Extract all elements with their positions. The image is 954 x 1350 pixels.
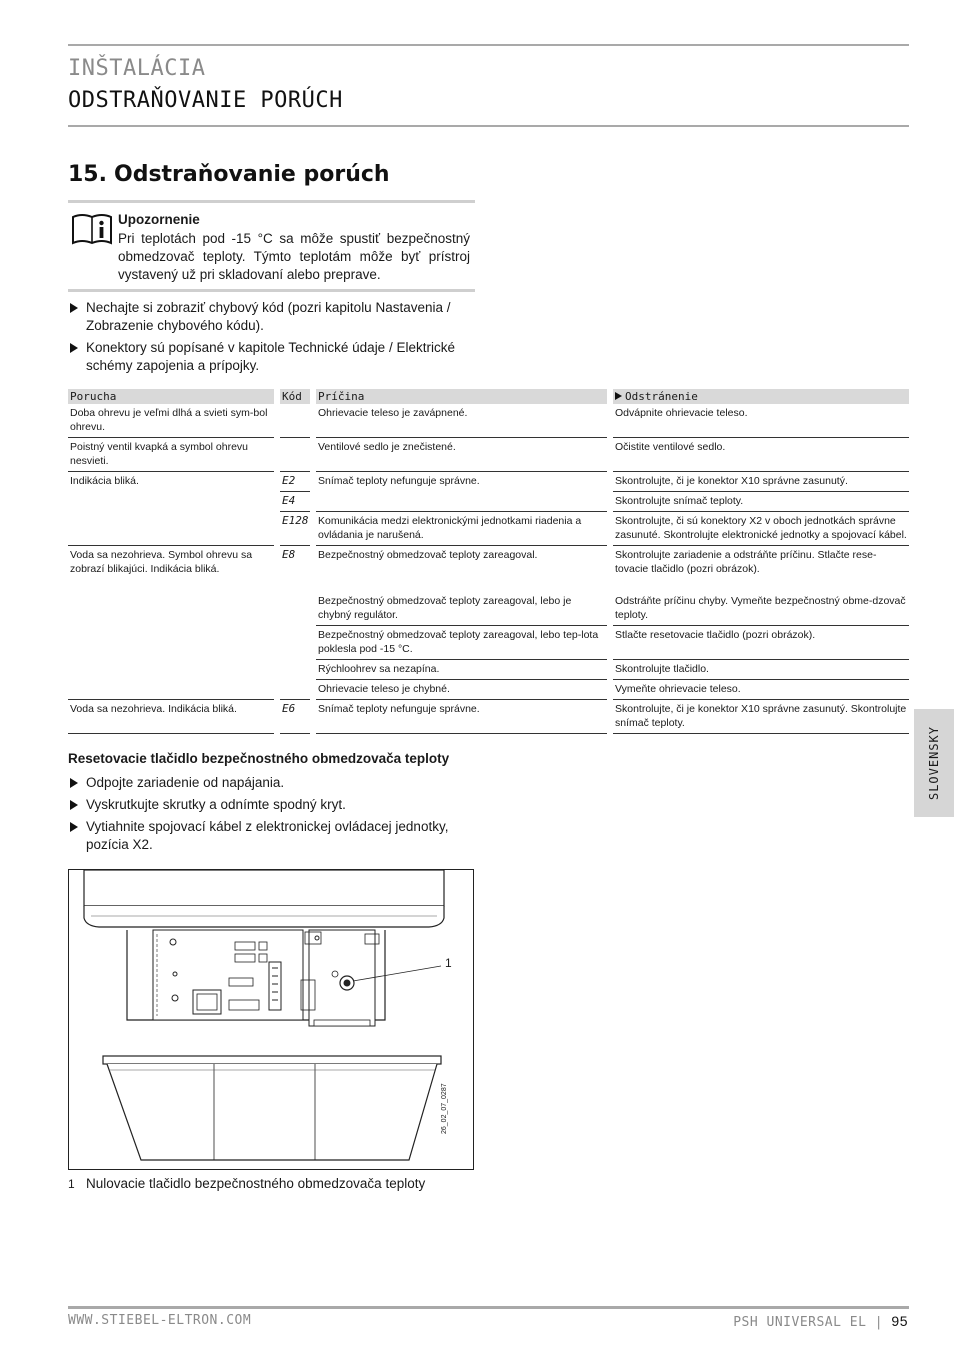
fault-table: [68, 389, 909, 734]
footer-url: WWW.STIEBEL-ELTRON.COM: [68, 1313, 252, 1328]
cell-fault: Voda sa nezohrieva. Symbol ohrevu sa zobrazí blikajúci. Indikácia bliká.: [68, 546, 274, 700]
arrow-right-icon: [70, 303, 78, 313]
cell-remedy: Odstráňte príčinu chyby. Vymeňte bezpečnostný obme-dzovač teploty.: [613, 592, 909, 626]
cell-code: [280, 438, 310, 472]
arrow-right-icon: [615, 392, 622, 400]
notice-text: Pri teplotách pod -15 °C sa môže spustiť bezpečnostný obmedzovač teploty. Týmto teplotám môže byť prístroj vystavený už pri skladovaní alebo preprave.: [118, 231, 470, 282]
arrow-right-icon: [70, 343, 78, 353]
cell-cause: Rýchloohrev sa nezapína.: [316, 660, 607, 680]
cell-fault: Doba ohrevu je veľmi dlhá a svieti sym-bol ohrevu.: [68, 404, 274, 438]
cell-remedy: Očistite ventilové sedlo.: [613, 438, 909, 472]
cell-cause: Bezpečnostný obmedzovač teploty zareagoval.: [318, 549, 538, 561]
callout-label: 1: [445, 956, 452, 970]
info-book-icon: [71, 213, 113, 245]
cell-fault: Poistný ventil kvapká a symbol ohrevu nesvieti.: [68, 438, 274, 472]
col-header-cause: Príčina: [316, 389, 607, 404]
notice-box: [68, 200, 475, 292]
language-tab: SLOVENSKY: [914, 709, 954, 817]
step-item: Vyskrutkujte skrutky a odnímte spodný kryt.: [68, 796, 478, 814]
arrow-right-icon: [70, 822, 78, 832]
cell-code: E6: [280, 700, 310, 734]
cell-code: E2: [280, 472, 310, 492]
image-code: 26_02_07_0287: [441, 1083, 448, 1134]
caption-text: Nulovacie tlačidlo bezpečnostného obmedzovača teploty: [86, 1176, 426, 1191]
page-number: 95: [891, 1313, 908, 1329]
table-row: [68, 700, 909, 734]
footer-separator: |: [874, 1315, 884, 1330]
arrow-right-icon: [70, 800, 78, 810]
col-header-code: Kód: [280, 389, 310, 404]
cell-remedy: Skontrolujte zariadenie a odstráňte príčinu. Stlačte rese-tovacie tlačidlo (pozri obrázok).: [615, 549, 877, 575]
chapter-number: 15.: [68, 162, 107, 187]
cell-cause: Ohrievacie teleso je chybné.: [316, 680, 607, 700]
cell-cause: Ventilové sedlo je znečistené.: [316, 438, 607, 472]
step-item: Vytiahnite spojovací kábel z elektronickej ovládacej jednotky, pozícia X2.: [68, 818, 478, 854]
cell-cause: Bezpečnostný obmedzovač teploty zareagoval, lebo tep-lota poklesla pod -15 °C.: [316, 626, 607, 660]
step-item: Konektory sú popísané v kapitole Technické údaje / Elektrické schémy zapojenia a prípojky.: [68, 339, 478, 375]
table-header-row: [68, 389, 909, 404]
cell-code: E8: [280, 546, 310, 700]
reset-section-title: Resetovacie tlačidlo bezpečnostného obmedzovača teploty: [68, 751, 450, 766]
footer-rule: [68, 1306, 909, 1309]
reset-steps: [68, 774, 478, 858]
table-row: [68, 546, 909, 592]
cell-remedy: Skontrolujte, či sú konektory X2 v oboch jednotkách správne zasunuté. Skontrolujte elektronické jednotky a spojovací kábel.: [613, 512, 909, 546]
header-section: INŠTALÁCIA: [68, 56, 206, 81]
figure-caption: [68, 1176, 425, 1191]
header-title: ODSTRAŇOVANIE PORÚCH: [68, 88, 343, 113]
chapter-heading: [68, 162, 390, 187]
caption-number: 1: [68, 1177, 75, 1191]
notice-title: Upozornenie: [118, 212, 200, 227]
cell-fault: Voda sa nezohrieva. Indikácia bliká.: [68, 700, 274, 734]
cell-code: [280, 404, 310, 438]
reset-button-figure: [68, 869, 474, 1170]
arrow-right-icon: [70, 778, 78, 788]
cell-remedy: Stlačte resetovacie tlačidlo (pozri obrázok).: [613, 626, 909, 660]
cell-cause: Ohrievacie teleso je zavápnené.: [316, 404, 607, 438]
cell-cause: Snímač teploty nefunguje správne.: [316, 700, 607, 734]
cell-remedy: Skontrolujte, či je konektor X10 správne zasunutý.: [613, 472, 909, 492]
table-row: [68, 438, 909, 472]
cell-cause: Bezpečnostný obmedzovač teploty zareagoval, lebo je chybný regulátor.: [316, 592, 607, 626]
cell-fault: Indikácia bliká.: [68, 472, 274, 546]
table-row: [68, 472, 909, 492]
footer-product: PSH UNIVERSAL EL | 95: [733, 1313, 908, 1330]
cell-code: E4: [280, 492, 310, 512]
cell-remedy: Skontrolujte tlačidlo.: [613, 660, 909, 680]
step-item: Odpojte zariadenie od napájania.: [68, 774, 478, 792]
col-header-remedy: Odstránenie: [613, 389, 909, 404]
step-item: Nechajte si zobraziť chybový kód (pozri kapitolu Nastavenia / Zobrazenie chybového kódu).: [68, 299, 478, 335]
chapter-title: Odstraňovanie porúch: [114, 162, 390, 187]
cell-cause: Komunikácia medzi elektronickými jednotkami riadenia a ovládania je narušená.: [316, 512, 607, 546]
cell-remedy: Odvápnite ohrievacie teleso.: [613, 404, 909, 438]
cell-cause: Snímač teploty nefunguje správne.: [316, 472, 607, 512]
intro-steps: [68, 299, 478, 379]
cell-remedy: Skontrolujte snímač teploty.: [613, 492, 909, 512]
table-row: [68, 404, 909, 438]
header-bottom-rule: [68, 125, 909, 127]
col-header-fault: Porucha: [68, 389, 274, 404]
header-top-rule: [68, 44, 909, 46]
cell-remedy: Skontrolujte, či je konektor X10 správne zasunutý. Skontrolujte snímač teploty.: [613, 700, 909, 734]
cell-code: E128: [280, 512, 310, 546]
device-drawing: [69, 870, 474, 1170]
cell-remedy: Vymeňte ohrievacie teleso.: [613, 680, 909, 700]
